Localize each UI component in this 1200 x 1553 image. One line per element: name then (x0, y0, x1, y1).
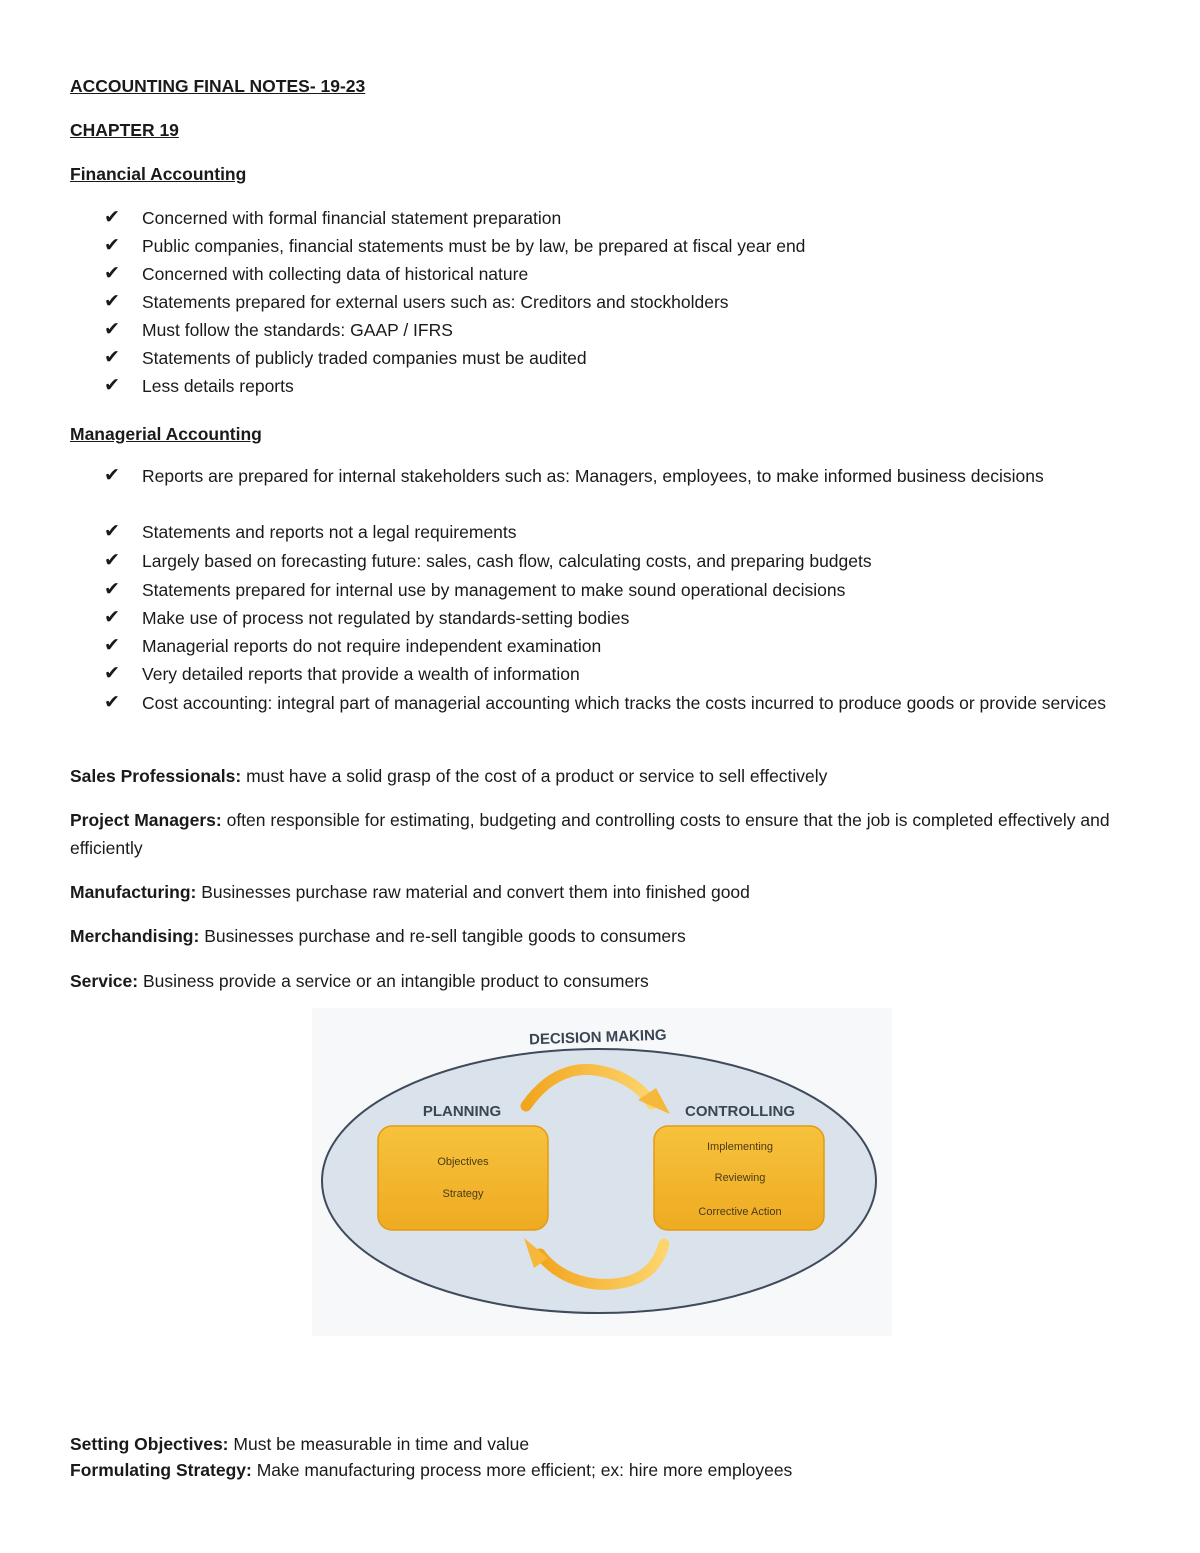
planning-item-strategy: Strategy (442, 1188, 484, 1200)
financial-accounting-heading: Financial Accounting (70, 164, 247, 184)
checkmark-icon: ✔ (104, 319, 120, 340)
list-item: ✔ Statements of publicly traded companies must be audited (104, 344, 1114, 372)
checkmark-icon: ✔ (104, 207, 120, 228)
checkmark-icon: ✔ (104, 291, 120, 312)
checkmark-icon: ✔ (104, 550, 120, 571)
list-item: ✔ Concerned with formal financial statement preparation (104, 204, 1114, 232)
checkmark-icon: ✔ (104, 347, 120, 368)
checkmark-icon: ✔ (104, 607, 120, 628)
controlling-item-reviewing: Reviewing (714, 1172, 766, 1184)
checkmark-icon: ✔ (104, 579, 120, 600)
definition-setting-objectives: Setting Objectives: Must be measurable in time and value (70, 1434, 530, 1454)
checkmark-icon: ✔ (104, 692, 120, 713)
document-title: ACCOUNTING FINAL NOTES- 19-23 (70, 76, 366, 96)
planning-label: PLANNING (422, 1103, 502, 1120)
chapter-heading: CHAPTER 19 (70, 120, 179, 140)
definition-manufacturing: Manufacturing: Businesses purchase raw material and convert them into finished good (70, 882, 750, 902)
definition-project-managers: Project Managers: often responsible for estimating, budgeting and controlling costs to ensure that the job is completed effectively and efficiently (70, 810, 1110, 858)
list-item: ✔ Less details reports (104, 372, 1114, 400)
checkmark-icon: ✔ (104, 521, 120, 542)
list-item: ✔ Statements prepared for internal use by management to make sound operational decisions (104, 576, 1114, 604)
managerial-accounting-heading: Managerial Accounting (70, 424, 262, 444)
definition-formulating-strategy: Formulating Strategy: Make manufacturing process more efficient; ex: hire more employees (70, 1460, 793, 1480)
list-item: ✔ Must follow the standards: GAAP / IFRS (104, 316, 1114, 344)
list-item: ✔ Largely based on forecasting future: sales, cash flow, calculating costs, and preparing budgets (104, 547, 1114, 575)
planning-item-objectives: Objectives (437, 1156, 489, 1168)
checkmark-icon: ✔ (104, 663, 120, 684)
definition-sales-professionals: Sales Professionals: must have a solid grasp of the cost of a product or service to sell effectively (70, 766, 828, 786)
checkmark-icon: ✔ (104, 375, 120, 396)
planning-box (378, 1126, 548, 1230)
checkmark-icon: ✔ (104, 263, 120, 284)
checkmark-icon: ✔ (104, 235, 120, 256)
list-item: ✔ Concerned with collecting data of historical nature (104, 260, 1114, 288)
checkmark-icon: ✔ (104, 465, 120, 486)
diagram-title: DECISION MAKING (528, 1026, 667, 1049)
list-item: ✔ Statements prepared for external users such as: Creditors and stockholders (104, 288, 1114, 316)
list-item: ✔ Public companies, financial statements must be by law, be prepared at fiscal year end (104, 232, 1114, 260)
list-item: ✔ Cost accounting: integral part of managerial accounting which tracks the costs incurred to produce goods or provide services (104, 689, 1114, 717)
list-item: ✔ Make use of process not regulated by standards-setting bodies (104, 604, 1114, 632)
list-item: ✔ Reports are prepared for internal stakeholders such as: Managers, employees, to make informed business decisions (104, 462, 1114, 490)
checkmark-icon: ✔ (104, 635, 120, 656)
decision-making-diagram (312, 1008, 892, 1336)
controlling-item-implementing: Implementing (706, 1141, 774, 1153)
definition-merchandising: Merchandising: Businesses purchase and re-sell tangible goods to consumers (70, 926, 686, 946)
list-item: ✔ Managerial reports do not require independent examination (104, 632, 1114, 660)
definition-service: Service: Business provide a service or an intangible product to consumers (70, 971, 649, 991)
controlling-label: CONTROLLING (685, 1103, 795, 1120)
list-item: ✔ Statements and reports not a legal requirements (104, 518, 1114, 546)
controlling-item-corrective-action: Corrective Action (698, 1206, 782, 1218)
list-item: ✔ Very detailed reports that provide a wealth of information (104, 660, 1114, 688)
